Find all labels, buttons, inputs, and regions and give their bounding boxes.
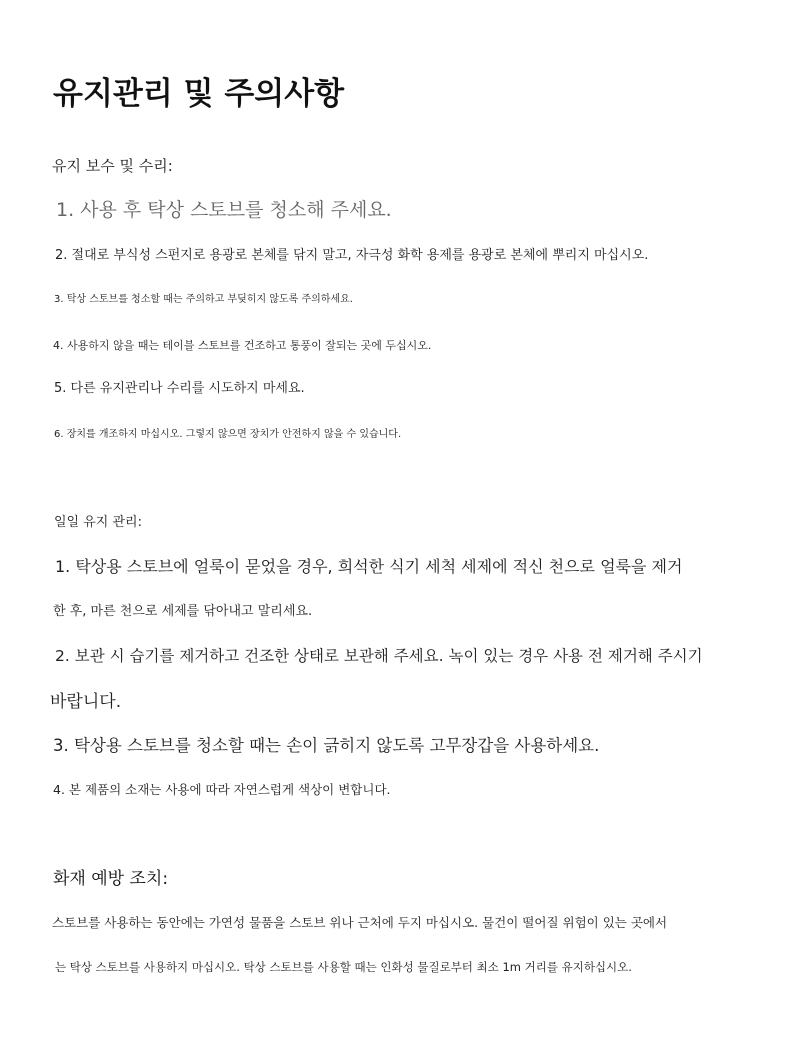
daily-line-3: 2. 보관 시 습기를 제거하고 건조한 상태로 보관해 주세요. 녹이 있는 경우 사용 전 제거해 주시기 (55, 647, 703, 665)
fire-heading: 화재 예방 조치: (53, 869, 169, 889)
daily-line-1: 1. 탁상용 스토브에 얼룩이 묻었을 경우, 희석한 식기 세척 세제에 적신 천으로 얼룩을 제거 (55, 557, 683, 576)
maintenance-item-4: 4. 사용하지 않을 때는 테이블 스토브를 건조하고 통풍이 잘되는 곳에 두십시오. (53, 339, 432, 352)
fire-line-1: 스토브를 사용하는 동안에는 가연성 물품을 스토브 위나 근처에 두지 마십시오. 물건이 떨어질 위험이 있는 곳에서 (52, 915, 668, 930)
maintenance-item-2: 2. 절대로 부식성 스펀지로 용광로 본체를 닦지 말고, 자극성 화학 용제를 용광로 본체에 뿌리지 마십시오. (55, 248, 649, 263)
fire-line-2: 는 탁상 스토브를 사용하지 마십시오. 탁상 스토브를 사용할 때는 인화성 물질로부터 최소 1m 거리를 유지하십시오. (55, 960, 632, 974)
daily-line-4: 바랍니다. (50, 692, 122, 712)
maintenance-item-3: 3. 탁상 스토브를 청소할 때는 주의하고 부딪히지 않도록 주의하세요. (54, 294, 353, 305)
daily-line-6: 4. 본 제품의 소재는 사용에 따라 자연스럽게 색상이 변합니다. (53, 782, 391, 797)
maintenance-item-6: 6. 장치를 개조하지 마십시오. 그렇지 않으면 장치가 안전하지 않을 수 있습니다. (54, 429, 402, 440)
daily-line-2: 한 후, 마른 천으로 세제를 닦아내고 말리세요. (53, 604, 313, 619)
daily-line-5: 3. 탁상용 스토브를 청소할 때는 손이 긁히지 않도록 고무장갑을 사용하세요. (53, 736, 600, 755)
page-title: 유지관리 및 주의사항 (53, 76, 345, 112)
daily-heading: 일일 유지 관리: (54, 515, 142, 530)
maintenance-item-1: 1. 사용 후 탁상 스토브를 청소해 주세요. (56, 199, 392, 221)
maintenance-item-5: 5. 다른 유지관리나 수리를 시도하지 마세요. (54, 381, 305, 396)
maintenance-heading: 유지 보수 및 수리: (52, 157, 173, 175)
